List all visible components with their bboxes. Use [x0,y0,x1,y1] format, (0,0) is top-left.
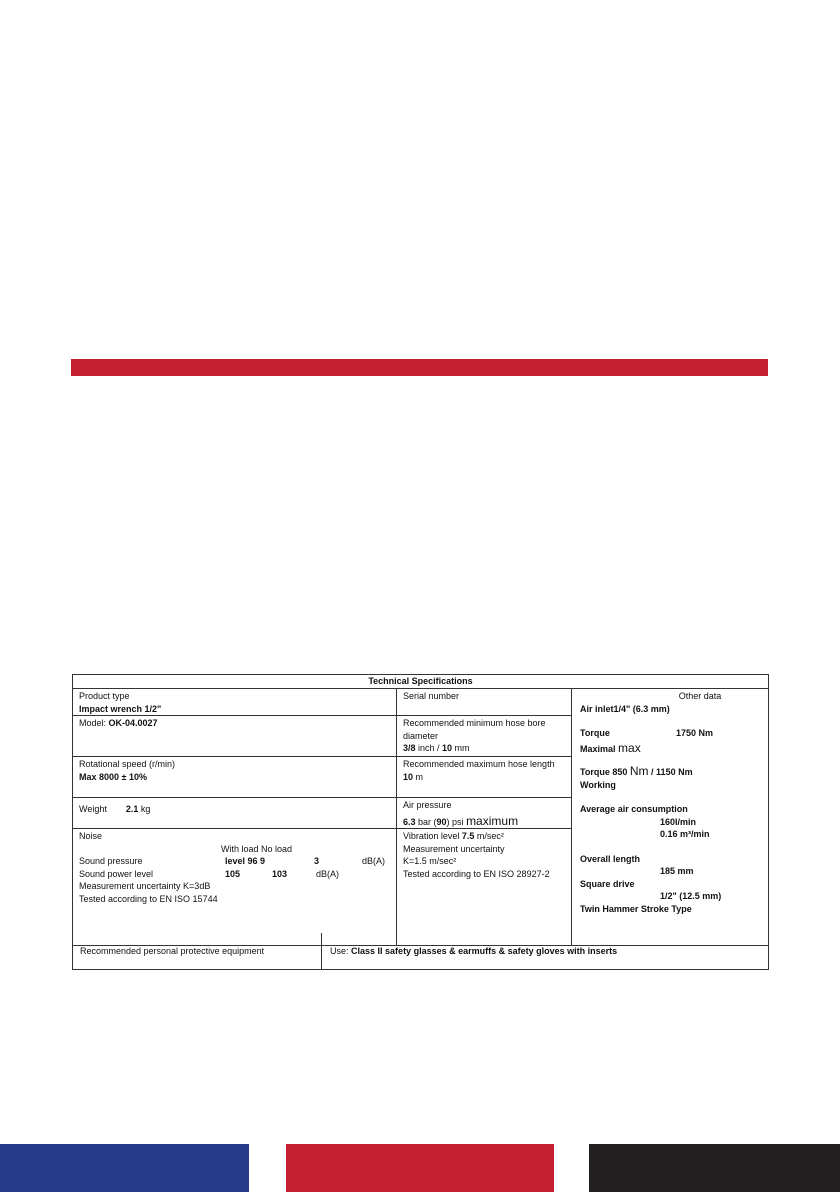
vibration-label: Vibration level [403,831,462,841]
speed-label: Rotational speed (r/min) [79,759,176,769]
hose-bore-inch-unit: inch / [415,743,443,753]
maximal-row [580,742,760,756]
vibration-unit: m/sec² [474,831,504,841]
ppe-use-value: Class II safety glasses & earmuffs & safety gloves with inserts [351,946,618,956]
working-label: Working [580,779,616,790]
hose-bore-cell [397,716,571,757]
spec-grid [72,688,769,946]
noise-uncertainty: Measurement uncertainty K=3dB [79,881,211,891]
vibration-tested: Tested according to EN ISO 28927-2 [403,868,550,879]
serial-label: Serial number [403,691,460,701]
air-max: maximum [466,813,519,828]
hose-length-label: Recommended maximum hose length [403,759,555,769]
footer-black-block [589,1144,840,1192]
sound-pressure-label: Sound pressure [79,856,143,866]
torque2-row [580,765,760,779]
sound-power-row [79,868,390,881]
air-consumption-m3: 0.16 m³/min [660,829,710,839]
model-cell [73,716,396,757]
hose-length-cell [397,757,571,798]
sound-power-load: 105 [225,868,241,879]
noise-label: Noise [79,831,103,841]
middle-column [397,689,572,945]
sound-power-label: Sound power level [79,868,154,879]
air-bar: 6.3 [403,816,416,827]
torque-value: 1750 Nm [676,728,714,738]
hose-length-number: 10 [403,771,414,782]
torque2-label: Torque 850 [580,767,628,777]
torque2-nm: Nm [629,764,649,778]
air-pressure-cell [397,798,571,829]
serial-number-cell [397,689,571,716]
air-pressure-value [403,815,565,829]
product-type-value: Impact wrench 1/2" [79,703,162,714]
air-inlet: Air inlet1/4" (6.3 mm) [580,703,670,714]
weight-value: 2.1 [125,804,139,814]
hose-length-value [403,771,565,784]
air-psi-unit: ) psi [446,816,467,827]
rotational-speed-cell [73,757,396,798]
noise-cell [73,829,396,945]
hose-bore-mm-unit: mm [452,743,470,753]
technical-specifications-table [72,674,769,946]
air-consumption-label: Average air consumption [580,804,688,814]
sound-pressure-unit: dB(A) [362,856,386,866]
noise-tested: Tested according to EN ISO 15744 [79,893,218,904]
footer-blue-block [0,1144,249,1192]
weight-unit: kg [140,804,151,814]
torque-row [580,727,760,740]
speed-value: Max 8000 ± 10% [79,771,147,782]
maximal-word: max [618,740,641,755]
hose-bore-value [403,742,565,755]
ppe-use [322,933,768,969]
weight-label: Weight [79,804,107,814]
hose-length-unit: m [413,771,424,782]
vibration-uncertainty-label: Measurement uncertainty [403,843,505,854]
torque2-rest: / 1150 Nm [648,767,693,777]
ppe-row [72,933,769,970]
vibration-value: 7.5 [461,831,475,841]
hose-bore-label: Recommended minimum hose bore diameter [403,718,546,741]
overall-length-value: 185 mm [660,866,694,876]
hose-bore-mm: 10 [442,743,453,753]
sound-pressure-values: level 96 9 [225,856,266,866]
left-column [73,689,397,945]
torque-label: Torque [580,728,610,738]
air-bar-unit: bar ( [415,816,437,827]
weight-cell [73,798,396,829]
twin-hammer: Twin Hammer Stroke Type [580,903,692,914]
sound-power-unit: dB(A) [316,868,340,879]
sound-pressure-noload: 3 [314,856,320,866]
vibration-k: K=1.5 m/sec² [403,856,457,866]
vibration-cell [397,829,571,945]
product-type-cell [73,689,396,716]
sound-pressure-row [79,855,390,868]
model-value: OK-04.0027 [108,718,158,728]
ppe-use-label: Use: [330,946,349,956]
square-drive-value: 1/2" (12.5 mm) [660,891,722,901]
red-divider-bar [71,359,768,376]
product-type-label: Product type [79,691,130,701]
other-data-label: Other data [678,691,722,701]
air-psi: 90 [436,816,447,827]
air-consumption-lmin: 160l/min [660,816,697,827]
square-drive-label: Square drive [580,878,635,889]
maximal-label: Maximal [580,743,616,754]
other-data-column [572,689,768,945]
air-pressure-label: Air pressure [403,800,452,810]
vibration-row [403,830,565,843]
overall-length-label: Overall length [580,853,641,864]
footer-red-block [286,1144,554,1192]
noise-header: With load No load [221,843,293,854]
table-title: Technical Specifications [72,674,769,688]
sound-power-noload: 103 [272,868,288,879]
hose-bore-inch: 3/8 [403,743,416,753]
ppe-label: Recommended personal protective equipment [73,933,322,969]
model-label: Model: [79,718,109,728]
